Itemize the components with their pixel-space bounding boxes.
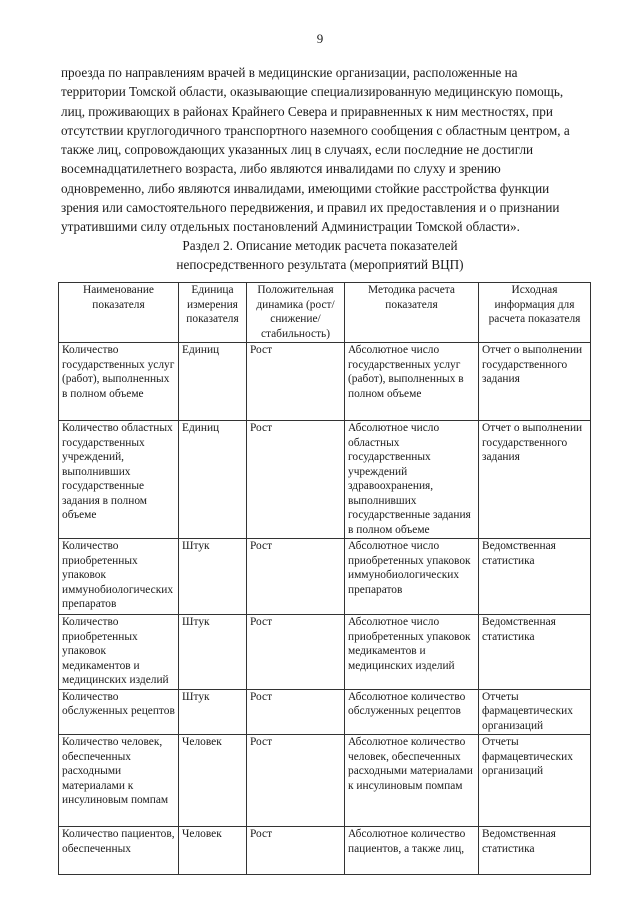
intro-line: лиц, проживающих в районах Крайнего Севера и приравненных к ним местностях, при [61,103,553,119]
cell-source: Отчет о выполнении государственного задания [479,343,591,421]
table-header-row [59,283,591,343]
cell-unit: Человек [179,735,247,827]
cell-dynamics: Рост [247,421,345,539]
intro-line: проезда по направлениям врачей в медицинские организации, расположенные на [61,65,518,80]
cell-indicator-name: Количество обслуженных рецептов [59,689,179,735]
cell-unit: Штук [179,689,247,735]
table-row [59,827,591,875]
cell-method: Абсолютное число приобретенных упаковок иммунобиологических препаратов [345,539,479,615]
cell-source: Отчеты фармацевтических организаций [479,735,591,827]
table-row [59,421,591,539]
intro-line: одновременно, либо являются инвалидами, имеющими стойкие расстройства функции [61,180,550,196]
cell-unit: Единиц [179,343,247,421]
intro-line: также лиц, сопровождающих указанных лиц в случаях, если последние не достигли [61,142,534,158]
header-method: Методика расчета показателя [345,283,479,343]
table-row [59,343,591,421]
cell-indicator-name: Количество человек, обеспеченных расходными материалами к инсулиновым помпам [59,735,179,827]
cell-unit: Штук [179,539,247,615]
intro-line: отсутствии круглогодичного транспортного наземного сообщения с областным центром, а [61,122,570,138]
intro-line: зрения или самостоятельного передвижения, и правил их предоставления и о признании [61,200,560,216]
cell-source: Ведомственная статистика [479,827,591,875]
intro-paragraph [61,63,585,237]
cell-dynamics: Рост [247,539,345,615]
cell-dynamics: Рост [247,343,345,421]
cell-dynamics: Рост [247,735,345,827]
cell-dynamics: Рост [247,615,345,690]
cell-unit: Единиц [179,421,247,539]
header-dynamics: Положительная динамика (рост/снижение/ стабильность) [247,283,345,343]
cell-indicator-name: Количество государственных услуг (работ), выполненных в полном объеме [59,343,179,421]
table-row [59,615,591,690]
cell-indicator-name: Количество областных государственных учреждений, выполнивших государственные задания в полном объеме [59,421,179,539]
intro-line: восемнадцатилетнего возраста, либо являются инвалидами по слуху и зрению [61,161,501,177]
header-indicator-name: Наименование показателя [59,283,179,343]
table-row [59,735,591,827]
cell-method: Абсолютное число областных государственных учреждений здравоохранения, выполнивших государственные задания в полном объеме [345,421,479,539]
cell-indicator-name: Количество приобретенных упаковок иммунобиологических препаратов [59,539,179,615]
cell-indicator-name: Количество приобретенных упаковок медикаментов и медицинских изделий [59,615,179,690]
cell-indicator-name: Количество пациентов, обеспеченных [59,827,179,875]
cell-source: Отчет о выполнении государственного задания [479,421,591,539]
page-number: 9 [316,31,324,46]
cell-dynamics: Рост [247,827,345,875]
section-title [100,236,540,274]
cell-source: Отчеты фармацевтических организаций [479,689,591,735]
cell-dynamics: Рост [247,689,345,735]
intro-line: территории Томской области, оказывающие специализированную медицинскую помощь, [61,84,564,100]
cell-method: Абсолютное число приобретенных упаковок медикаментов и медицинских изделий [345,615,479,690]
intro-line: утратившими силу отдельных постановлений Администрации Томской области». [61,219,520,235]
table-row [59,689,591,735]
indicators-table [58,282,591,875]
cell-method: Абсолютное количество пациентов, а также лиц, [345,827,479,875]
table-row [59,539,591,615]
section-title-line: Раздел 2. Описание методик расчета показателей [182,238,458,253]
header-source: Исходная информация для расчета показателя [479,283,591,343]
header-unit: Единица измерения показателя [179,283,247,343]
cell-method: Абсолютное количество человек, обеспеченных расходными материалами к инсулиновым помпам [345,735,479,827]
cell-method: Абсолютное число государственных услуг (работ), выполненных в полном объеме [345,343,479,421]
cell-source: Ведомственная статистика [479,615,591,690]
cell-unit: Человек [179,827,247,875]
cell-method: Абсолютное количество обслуженных рецептов [345,689,479,735]
cell-source: Ведомственная статистика [479,539,591,615]
section-title-line: непосредственного результата (мероприятий ВЦП) [176,257,464,272]
cell-unit: Штук [179,615,247,690]
